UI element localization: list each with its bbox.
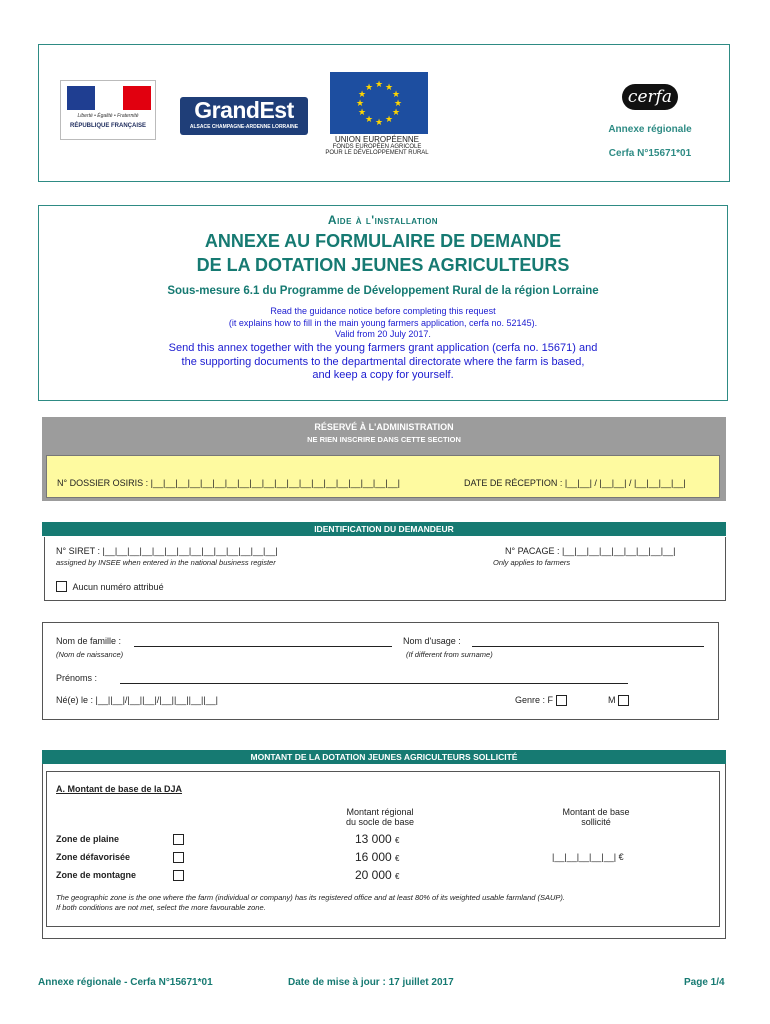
notice-line1: Read the guidance notice before completing this request [270, 306, 496, 316]
title-kicker: Aide à l'installation [327, 213, 439, 227]
notice-text [38, 306, 728, 341]
gender-male-option[interactable] [608, 695, 629, 706]
zone-mountain-amount [355, 868, 400, 882]
zone-disadvantaged-currency: € [395, 854, 400, 863]
no-number-option[interactable] [56, 581, 164, 592]
siret-boxes[interactable]: |__|__|__|__|__|__|__|__|__|__|__|__|__|__| [102, 546, 278, 556]
zone-plain-currency: € [395, 836, 400, 845]
pacage-label: N° PACAGE : [505, 546, 560, 556]
siret-label: N° SIRET : [56, 546, 100, 556]
svg-text:★: ★ [393, 99, 403, 109]
usage-name-input[interactable] [472, 646, 704, 647]
eu-fund-line2: POUR LE DÉVELOPPEMENT RURAL [325, 150, 429, 156]
transmit-line2: the supporting documents to the departmental directorate where the farm is based, [181, 355, 585, 368]
svg-text:★: ★ [355, 99, 365, 109]
eu-caption [322, 135, 432, 156]
usage-name-note: (If different from surname) [406, 650, 493, 659]
zone-plain-value: 13 000 [355, 832, 392, 846]
svg-text:★: ★ [391, 90, 401, 100]
eu-union-label: UNION EUROPÉENNE [334, 135, 419, 144]
svg-text:★: ★ [384, 83, 394, 93]
col-regional-header [320, 807, 440, 827]
surname-note: (Nom de naissance) [56, 650, 124, 659]
pacage-boxes[interactable]: |__|__|__|__|__|__|__|__|__| [561, 546, 676, 556]
admin-header-title: RÉSERVÉ À L'ADMINISTRATION [314, 422, 454, 432]
siret-note: assigned by INSEE when entered in the national business register [56, 558, 276, 567]
svg-text:★: ★ [384, 115, 394, 125]
col-requested-line1: Montant de base [562, 807, 630, 817]
birth-date-field[interactable] [56, 695, 218, 705]
zone-disadvantaged-option[interactable] [173, 849, 184, 867]
col-requested-header [536, 807, 656, 827]
footer-page-number: Page 1/4 [684, 977, 725, 988]
gender-male-checkbox[interactable] [618, 695, 629, 706]
republique-francaise-logo [60, 80, 156, 140]
gender-female-option[interactable] [515, 695, 567, 706]
zone-disadvantaged-amount [355, 850, 400, 864]
zone-disadvantaged-value: 16 000 [355, 850, 392, 864]
osiris-boxes: |__|__|__|__|__|__|__|__|__|__|__|__|__|__|__|__|__|__|__|__| [150, 478, 400, 488]
notice-line3: Valid from 20 July 2017. [335, 329, 431, 339]
zone-note-line1: The geographic zone is the one where the farm (individual or company) has its registered office and at least 80% of its weighted usable farmland (SAUP). [56, 893, 566, 902]
svg-text:★: ★ [364, 83, 374, 93]
firstnames-input[interactable] [120, 683, 628, 684]
title-line1: ANNEXE AU FORMULAIRE DE DEMANDE [204, 231, 562, 251]
firstnames-label: Prénoms : [56, 673, 98, 683]
svg-text:★: ★ [364, 115, 374, 125]
grand-est-logo-main: GrandEst [194, 97, 294, 123]
grand-est-logo-tagline: ALSACE CHAMPAGNE-ARDENNE LORRAINE [189, 124, 299, 130]
cerfa-logo: cerfa [622, 84, 678, 110]
republic-motto: Liberté • Égalité • Fraternité [77, 113, 139, 119]
osiris-file-number [57, 478, 400, 488]
admin-reserved-area [46, 455, 720, 498]
section-a-title: A. Montant de base de la DJA [56, 784, 183, 794]
zone-mountain-value: 20 000 [355, 868, 392, 882]
footer-update-date: Date de mise à jour : 17 juillet 2017 [288, 977, 454, 988]
eu-flag-icon [330, 72, 428, 134]
submeasure-title: Sous-mesure 6.1 du Programme de Développement Rural de la région Lorraine [167, 285, 599, 297]
zone-plain-label: Zone de plaine [56, 834, 120, 844]
surname-label: Nom de famille : [56, 636, 122, 646]
svg-text:★: ★ [357, 108, 367, 118]
zone-disadvantaged-checkbox[interactable] [173, 852, 184, 863]
svg-text:★: ★ [374, 118, 384, 128]
zone-disadvantaged-label: Zone défavorisée [56, 852, 131, 862]
osiris-label: N° DOSSIER OSIRIS : [57, 478, 149, 488]
annex-label: Annexe régionale [608, 124, 692, 135]
zone-plain-option[interactable] [173, 831, 184, 849]
svg-text:★: ★ [357, 90, 367, 100]
title-line2: DE LA DOTATION JEUNES AGRICULTEURS [196, 255, 570, 275]
eu-stars-icon [330, 72, 428, 134]
col-regional-line1: Montant régional [346, 807, 414, 817]
eu-fund-line1: FONDS EUROPÉEN AGRICOLE [332, 144, 422, 150]
admin-header-subtitle: NE RIEN INSCRIRE DANS CETTE SECTION [307, 435, 461, 444]
pacage-field[interactable] [505, 546, 675, 556]
admin-header [42, 417, 726, 451]
zone-plain-amount [355, 832, 400, 846]
birth-date-boxes[interactable]: |__||__|/|__||__|/|__||__||__||__| [95, 695, 219, 705]
transmit-text [60, 342, 706, 383]
no-number-checkbox[interactable] [56, 581, 67, 592]
transmit-line3: and keep a copy for yourself. [312, 369, 454, 381]
gender-female-checkbox[interactable] [556, 695, 567, 706]
grand-est-logo [180, 97, 308, 135]
zone-mountain-label: Zone de montagne [56, 870, 137, 880]
zone-plain-checkbox[interactable] [173, 834, 184, 845]
zone-mountain-currency: € [395, 872, 400, 881]
zone-mountain-option[interactable] [173, 867, 184, 885]
col-requested-line2: sollicité [581, 817, 611, 827]
zone-explanation-note [56, 893, 706, 913]
footer-annex-reference: Annexe régionale - Cerfa N°15671*01 [38, 977, 213, 988]
reception-date [464, 478, 686, 488]
no-number-label: Aucun numéro attribué [72, 581, 164, 592]
pacage-note: Only applies to farmers [493, 558, 571, 567]
siret-field[interactable] [56, 546, 278, 556]
svg-text:★: ★ [391, 108, 401, 118]
reception-label: DATE DE RÉCEPTION : [464, 478, 563, 488]
reception-boxes: |__|__| / |__|__| / |__|__|__|__| [564, 478, 686, 488]
cerfa-number: Cerfa N°15671*01 [608, 148, 692, 159]
col-regional-line2: du socle de base [345, 817, 415, 827]
surname-input[interactable] [134, 646, 392, 647]
amount-header: MONTANT DE LA DOTATION JEUNES AGRICULTEURS SOLLICITÉ [42, 750, 726, 764]
requested-amount-boxes[interactable]: |__|__|__|__|__| € [552, 852, 624, 862]
zone-note-line2: If both conditions are not met, select the more favourable zone. [56, 903, 266, 912]
svg-text:★: ★ [374, 80, 384, 90]
gender-female-label: Genre : F [515, 695, 554, 705]
french-flag-icon [67, 86, 151, 110]
transmit-line1: Send this annex together with the young farmers grant application (cerfa no. 15671) and [168, 342, 598, 354]
usage-name-label: Nom d'usage : [403, 636, 461, 646]
zone-mountain-checkbox[interactable] [173, 870, 184, 881]
notice-line2: (it explains how to fill in the main young farmers application, cerfa no. 52145). [228, 317, 538, 328]
gender-male-label: M [608, 695, 616, 705]
republic-name: RÉPUBLIQUE FRANÇAISE [69, 123, 146, 129]
identification-header: IDENTIFICATION DU DEMANDEUR [42, 522, 726, 536]
birth-date-label: Né(e) le : [56, 695, 94, 705]
